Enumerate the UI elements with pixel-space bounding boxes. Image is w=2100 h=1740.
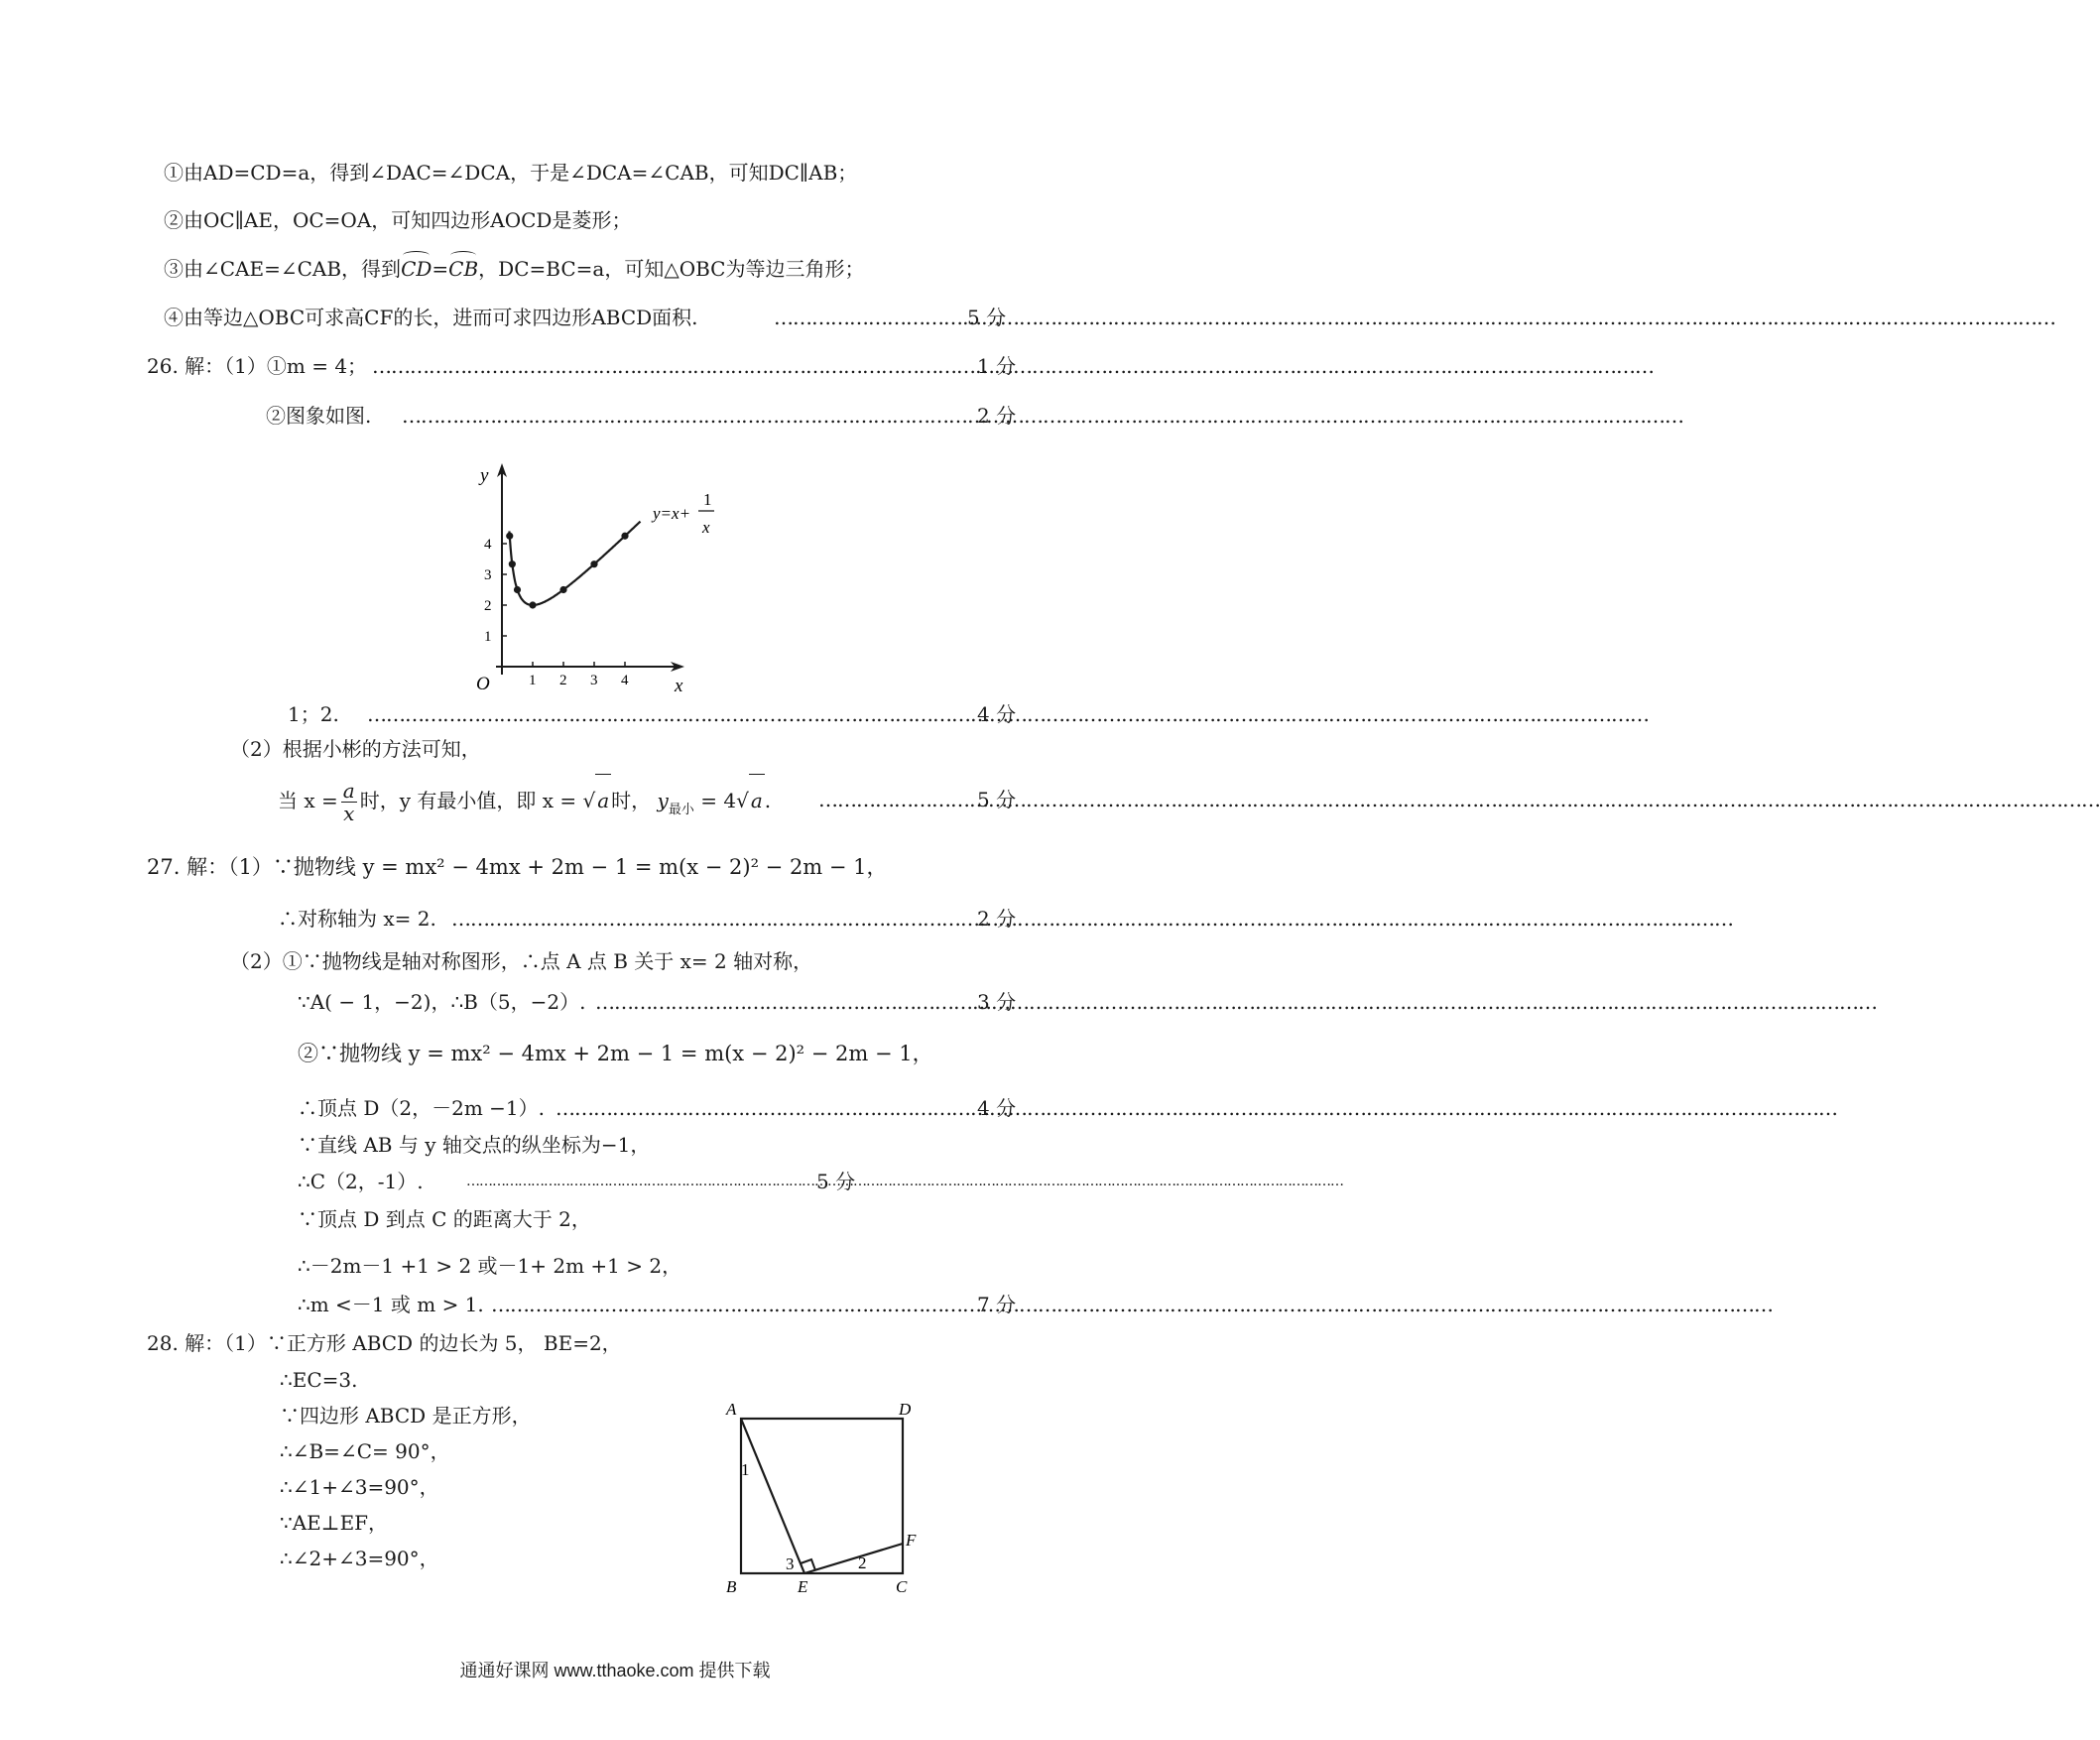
q27-line-3: （2）①∵抛物线是轴对称图形，∴点 A 点 B 关于 x= 2 轴对称，: [230, 949, 813, 973]
q27-line-9: ∵顶点 D 到点 C 的距离大于 2，: [298, 1207, 591, 1231]
q26-line-1: 26. 解：（1）①m = 4；: [147, 354, 368, 378]
y-tick-label: 3: [484, 567, 492, 583]
x-tick-label: 3: [590, 673, 598, 688]
dot-leader: [774, 304, 965, 331]
angle-2-label: 2: [858, 1554, 867, 1572]
curve-point: [621, 533, 628, 540]
curve-point: [514, 586, 521, 593]
arc-cb: CB: [448, 257, 479, 281]
score-q27-11: 7 分: [977, 1293, 1017, 1316]
curve-label-denominator: x: [702, 518, 710, 537]
score-q26-5: 5 分: [977, 788, 1017, 811]
dot-leader: [556, 1094, 965, 1122]
q26-5-text-b: 时，y 有最小值，即 x =: [359, 789, 577, 812]
q28-line-4: ∴∠B=∠C= 90°，: [280, 1439, 450, 1463]
y-tick-label: 4: [484, 537, 492, 553]
q27-line-10: ∴－2m－1 +1 > 2 或－1+ 2m +1 > 2，: [298, 1254, 682, 1278]
q27-line-4: ∵A( − 1，−2)，∴B（5，−2）.: [298, 990, 586, 1014]
y-min-subscript: 最小: [668, 803, 694, 817]
graph-origin-label: O: [476, 674, 490, 694]
answer-line-c4: ④由等边△OBC可求高CF的长，进而可求四边形ABCD面积.: [164, 306, 698, 329]
graph-axis-x-label: x: [675, 676, 683, 696]
fraction-denominator: x: [343, 802, 355, 825]
score-q26-2: 2 分: [977, 404, 1017, 428]
q26-5-text-a: 当 x =: [278, 789, 338, 812]
fraction-a-over-x: [341, 780, 357, 824]
score-q27-4: 3 分: [977, 990, 1017, 1014]
q26-line-4: （2）根据小彬的方法可知，: [230, 737, 481, 761]
dot-leader: [402, 402, 965, 430]
sqrt-a-2: a: [749, 774, 765, 826]
x-tick-label: 4: [621, 673, 629, 688]
curve-point: [590, 560, 597, 567]
score-q27-2: 2 分: [977, 907, 1017, 931]
dot-leader: [491, 1291, 965, 1318]
answer-line-c1: ①由AD=CD=a，得到∠DAC=∠DCA，于是∠DCA=∠CAB，可知DC∥AB；: [164, 161, 858, 185]
y-tick-label: 2: [484, 598, 492, 614]
sqrt-a: a: [595, 774, 611, 826]
answer-line-c3: [164, 255, 864, 283]
q28-line-5: ∴∠1+∠3=90°，: [280, 1475, 439, 1499]
page-footer: 通通好课网 www.tthaoke.com 提供下载: [459, 1661, 771, 1680]
q26-5-text-c: 时，: [611, 789, 652, 812]
curve-label: y=x+: [653, 504, 691, 523]
q28-line-3: ∵四边形 ABCD 是正方形，: [280, 1404, 532, 1428]
c3-text-b: ，DC=BC=a，可知△OBC为等边三角形；: [478, 257, 865, 281]
fraction-numerator: a: [342, 779, 355, 803]
q26-5-text-e: .: [764, 789, 772, 812]
q26-line-3: 1；2.: [288, 702, 339, 726]
q26-line-5: 当 x = $\frac{a}{x}$ 时，y 有最小值，即 x = √ a 时， $y_{最小} = 4√$ a .: [278, 774, 771, 836]
dot-leader: [818, 786, 965, 813]
q27-line-1: 27. 解：（1）∵抛物线 y = mx² − 4mx + 2m − 1 = m(x − 2)² − 2m − 1，: [147, 855, 888, 879]
angle-3-label: 3: [786, 1554, 795, 1573]
score-q26-1: 1 分: [977, 354, 1017, 378]
q27-line-7: ∵直线 AB 与 y 轴交点的纵坐标为−1，: [298, 1133, 651, 1157]
dot-leader: [595, 988, 965, 1016]
vertex-c-label: C: [896, 1577, 908, 1596]
q28-line-2: ∴EC=3.: [280, 1368, 358, 1392]
q26-5-text-d: = 4: [700, 789, 737, 812]
dot-leader: [466, 1168, 811, 1195]
q27-line-2: ∴对称轴为 x= 2.: [278, 907, 436, 931]
x-tick-label: 2: [559, 673, 567, 688]
q27-line-6: ∴顶点 D（2，－2m −1）.: [298, 1096, 546, 1120]
answer-line-c2: ②由OC∥AE，OC=OA，可知四边形AOCD是菱形；: [164, 208, 632, 232]
dot-leader: [451, 905, 965, 932]
score-q27-6: 4 分: [977, 1096, 1017, 1120]
graph-axis-y-label: y: [480, 465, 489, 486]
q28-line-7: ∴∠2+∠3=90°，: [280, 1547, 439, 1570]
dot-leader: [367, 700, 965, 728]
vertex-f-label: F: [906, 1531, 917, 1550]
c3-text-a: ③由∠CAE=∠CAB，得到: [164, 257, 402, 281]
vertex-d-label: D: [899, 1400, 912, 1419]
vertex-e-label: E: [798, 1577, 808, 1596]
arc-cd: CD: [401, 257, 432, 281]
square-figure: [714, 1394, 917, 1596]
vertex-b-label: B: [726, 1577, 737, 1596]
score-c4: 5 分: [967, 306, 1007, 329]
c3-eq: =: [432, 257, 449, 281]
curve-point: [529, 601, 536, 608]
curve-label-numerator: 1: [703, 490, 712, 509]
score-q27-8: 5 分: [816, 1170, 856, 1193]
q27-line-5: ②∵抛物线 y = mx² − 4mx + 2m − 1 = m(x − 2)² − 2m − 1，: [298, 1042, 933, 1065]
curve-point: [509, 560, 516, 567]
curve-line: [509, 522, 640, 605]
function-graph: [436, 461, 734, 694]
q26-line-2: ②图象如图.: [266, 404, 372, 428]
q28-line-6: ∵AE⊥EF，: [280, 1511, 389, 1535]
dot-leader: [372, 352, 965, 380]
q28-line-1: 28. 解：（1）∵正方形 ABCD 的边长为 5， BE=2，: [147, 1331, 622, 1355]
y-min-symbol: y: [657, 789, 669, 812]
q27-line-11: ∴m <－1 或 m > 1.: [298, 1293, 484, 1316]
vertex-a-label: A: [726, 1400, 737, 1419]
y-tick-label: 1: [484, 629, 492, 645]
q27-line-8: ∴C（2，-1）.: [298, 1170, 424, 1193]
curve-point: [559, 586, 566, 593]
angle-1-label: 1: [741, 1460, 750, 1479]
score-q26-3: 4 分: [977, 702, 1017, 726]
curve-point: [506, 533, 513, 540]
x-tick-label: 1: [529, 673, 537, 688]
